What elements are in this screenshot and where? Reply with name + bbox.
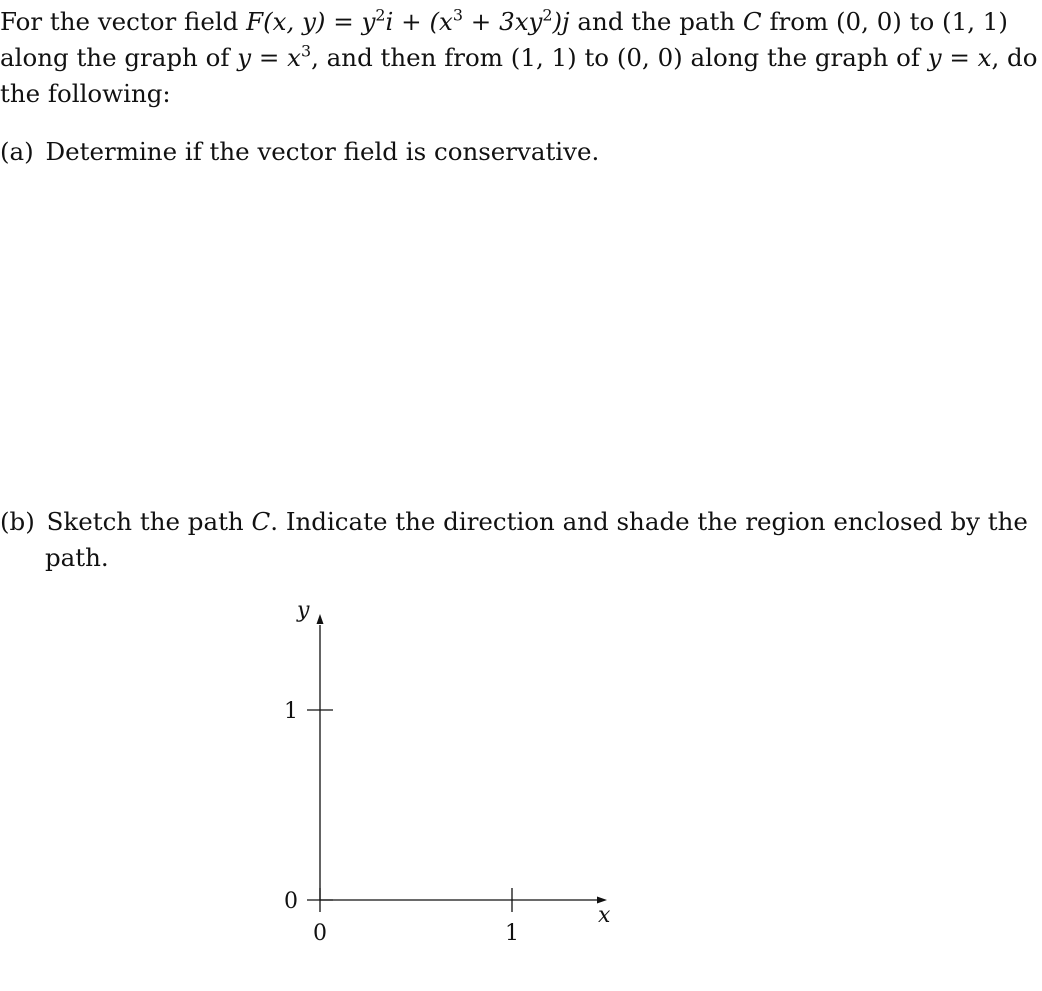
exponent: 3 (300, 41, 312, 61)
path-symbol: C (251, 507, 271, 536)
part-b-text-segment: Sketch the path (46, 507, 252, 536)
x-tick-label-0: 0 (313, 921, 327, 946)
exponent: 2 (542, 5, 553, 25)
point: (0, 0) (836, 7, 902, 36)
x-tick-label-1: 1 (505, 921, 519, 946)
part-a-label: (a) (0, 137, 34, 166)
point: (1, 1) (510, 43, 577, 72)
exponent: 3 (452, 5, 463, 25)
intro-text: and the path (569, 7, 743, 36)
intro-text: from (761, 7, 836, 36)
point: (1, 1) (942, 7, 1008, 36)
part-b-label: (b) (0, 507, 35, 536)
y-tick-label-1: 1 (284, 699, 298, 724)
intro-text: , do (991, 43, 1038, 72)
field-formula: i + (x (385, 7, 453, 36)
intro-line-3: the following: (0, 79, 171, 108)
field-formula: F(x, y) = y (246, 7, 376, 36)
y-tick-label-0: 0 (284, 889, 298, 914)
field-formula: + 3xy (463, 7, 543, 36)
curve-formula: y = x (237, 43, 301, 72)
field-formula: )j (552, 7, 570, 36)
exponent: 2 (375, 5, 386, 25)
y-axis-arrow (317, 614, 324, 624)
part-b-text-segment: . Indicate the direction and shade the region enclosed by the (270, 507, 1028, 536)
intro-text: to (901, 7, 943, 36)
part-b-line-2: path. (45, 543, 109, 572)
intro-text: along the graph of (0, 43, 238, 72)
part-a-text: Determine if the vector field is conservative. (45, 137, 600, 166)
intro-text: along the graph of (682, 43, 928, 72)
intro-text: For the vector field (0, 7, 247, 36)
intro-text: , and then from (311, 43, 511, 72)
x-axis-label: x (598, 903, 611, 928)
intro-text: to (576, 43, 617, 72)
y-axis-label: y (297, 598, 310, 623)
curve-formula: y = x (927, 43, 992, 72)
point: (0, 0) (616, 43, 683, 72)
path-symbol: C (742, 7, 762, 36)
